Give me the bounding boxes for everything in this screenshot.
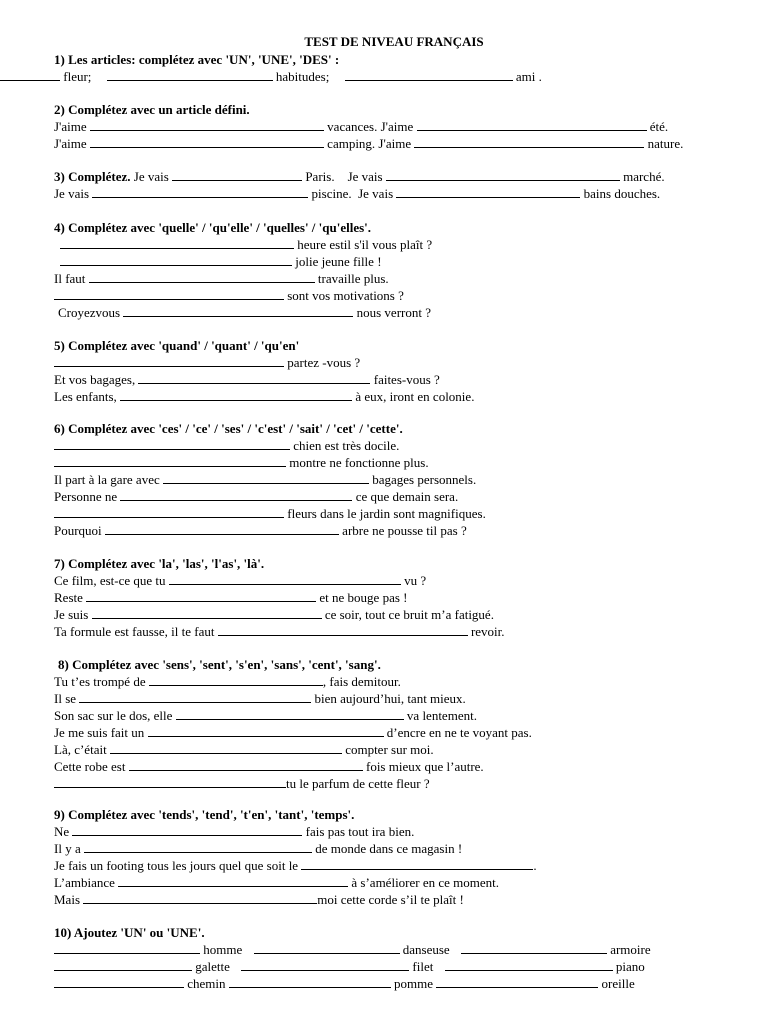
blank-field[interactable] [123,304,353,317]
exercise-line: chemin pomme oreille [54,975,754,992]
blank-field[interactable] [445,958,613,971]
exercise-line: heure estil s'il vous plaît ? [54,236,754,253]
blank-field[interactable] [54,975,184,988]
exercise-line: Il se bien aujourd’hui, tant mieux. [54,691,466,706]
exercise-line: Tu t’es trompé de , fais demitour. [54,674,401,689]
section-7 [54,555,754,640]
exercise-line: jolie jeune fille ! [54,253,754,270]
exercise-line: Là, c’était compter sur moi. [54,742,434,757]
blank-field[interactable] [414,135,644,148]
exercise-line: Ce film, est-ce que tu vu ? [54,573,427,588]
section-heading: 8) Complétez avec 'sens', 'sent', 's'en', 'sans', 'cent', 'sang'. [58,657,381,672]
blank-field[interactable] [386,168,620,181]
blank-field[interactable] [301,857,533,870]
exercise-line: fleurs dans le jardin sont magnifiques. [54,505,754,522]
exercise-line: Mais moi cette corde s’il te plaît ! [54,892,464,907]
exercise-line: Il part à la gare avec bagages personnels. [54,472,477,487]
blank-field[interactable] [60,236,294,249]
blank-field[interactable] [176,707,404,720]
exercise-line: partez -vous ? [54,354,754,371]
section-8 [54,656,754,792]
blank-field[interactable] [84,840,312,853]
exercise-line: Reste et ne bouge pas ! [54,590,408,605]
section-9 [54,806,754,908]
exercise-line: L’ambiance à s’améliorer en ce moment. [54,875,500,890]
blank-field[interactable] [54,354,284,367]
blank-field[interactable] [417,118,647,131]
section-heading: 7) Complétez avec 'la', 'las', 'l'as', 'là'. [54,556,265,571]
section-heading: 6) Complétez avec 'ces' / 'ce' / 'ses' / 'c'est' / 'sait' / 'cet' / 'cette'. [54,421,403,436]
exercise-line: 3) Complétez. Je vais Paris. Je vais marché. [54,169,665,184]
blank-field-line [0,68,60,81]
blank-field[interactable] [72,823,302,836]
section-1 [54,51,754,85]
exercise-line: tu le parfum de cette fleur ? [54,775,754,792]
blank-field[interactable] [90,118,324,131]
blank-field[interactable] [60,253,292,266]
exercise-line: Pourquoi arbre ne pousse til pas ? [54,523,467,538]
blank-field[interactable] [92,606,322,619]
exercise-line: Cette robe est fois mieux que l’autre. [54,759,484,774]
section-heading: 1) Les articles: complétez avec 'UN', 'UNE', 'DES' : [54,52,340,67]
blank-field[interactable] [229,975,391,988]
exercise-line: Croyezvous nous verront ? [58,305,431,320]
section-10 [54,924,754,992]
exercise-line: Il y a de monde dans ce magasin ! [54,841,463,856]
page-title: TEST DE NIVEAU FRANÇAIS [304,34,484,49]
blank-field[interactable] [89,270,315,283]
blank-field[interactable] [54,437,290,450]
exercise-line: Personne ne ce que demain sera. [54,489,459,504]
blank-field[interactable] [461,941,607,954]
blank-field[interactable] [163,471,369,484]
exercise-line: sont vos motivations ? [54,287,754,304]
blank-field[interactable] [54,958,192,971]
blank-field[interactable] [120,488,352,501]
section-3 [54,168,754,202]
exercise-line: chien est très docile. [54,437,754,454]
section-heading: 2) Complétez avec un article défini. [54,102,250,117]
exercise-line: Il faut travaille plus. [54,271,389,286]
exercise-line: montre ne fonctionne plus. [54,454,754,471]
blank-field[interactable] [345,68,513,81]
blank-field[interactable] [54,941,200,954]
exercise-line: galette filet piano [54,958,754,975]
section-heading: 5) Complétez avec 'quand' / 'quant' / 'qu'en' [54,338,300,353]
blank-field[interactable] [54,287,284,300]
exercise-line: Je suis ce soir, tout ce bruit m’a fatigué. [54,607,494,622]
blank-field[interactable] [118,874,348,887]
blank-field[interactable] [54,454,286,467]
blank-field[interactable] [396,185,580,198]
blank-field[interactable] [436,975,598,988]
blank-field[interactable] [90,135,324,148]
blank-field[interactable] [138,371,370,384]
blank-field[interactable] [172,168,302,181]
blank-field[interactable] [79,690,311,703]
exercise-line: Ne fais pas tout ira bien. [54,824,415,839]
section-heading: 4) Complétez avec 'quelle' / 'qu'elle' / 'quelles' / 'qu'elles'. [54,220,372,235]
blank-field[interactable] [149,673,323,686]
exercise-line: Ta formule est fausse, il te faut revoir. [54,624,505,639]
blank-field[interactable] [54,775,286,788]
exercise-line: Et vos bagages, faites-vous ? [54,372,440,387]
section-heading: 10) Ajoutez 'UN' ou 'UNE'. [54,925,205,940]
exercise-line: Je me suis fait un d’encre en ne te voyant pas. [54,725,532,740]
blank-field[interactable] [86,589,316,602]
blank-field[interactable] [148,724,384,737]
exercise-line: Son sac sur le dos, elle va lentement. [54,708,477,723]
exercise-line: Les enfants, à eux, iront en colonie. [54,389,475,404]
exercise-line: homme danseuse armoire [54,941,754,958]
section-4 [54,219,754,321]
blank-field[interactable] [110,741,342,754]
exercise-line: J'aime vacances. J'aime été. [54,119,669,134]
blank-field[interactable] [120,388,352,401]
blank-field[interactable] [105,522,339,535]
blank-field[interactable] [218,623,468,636]
exercise-line: fleur; habitudes; ami . [54,68,754,85]
blank-field[interactable] [107,68,273,81]
blank-field[interactable] [83,891,317,904]
blank-field[interactable] [254,941,400,954]
exercise-line: Je fais un footing tous les jours quel que soit le . [54,858,537,873]
blank-field[interactable] [241,958,409,971]
section-heading: 9) Complétez avec 'tends', 'tend', 't'en', 'tant', 'temps'. [54,807,355,822]
exercise-line: J'aime camping. J'aime nature. [54,136,684,151]
blank-field[interactable] [54,505,284,518]
exercise-line: Je vais piscine. Je vais bains douches. [54,186,661,201]
blank-field[interactable] [169,572,401,585]
blank-field[interactable] [129,758,363,771]
section-2 [54,101,754,152]
section-6 [54,420,754,539]
section-5 [54,337,754,405]
blank-field[interactable] [92,185,308,198]
